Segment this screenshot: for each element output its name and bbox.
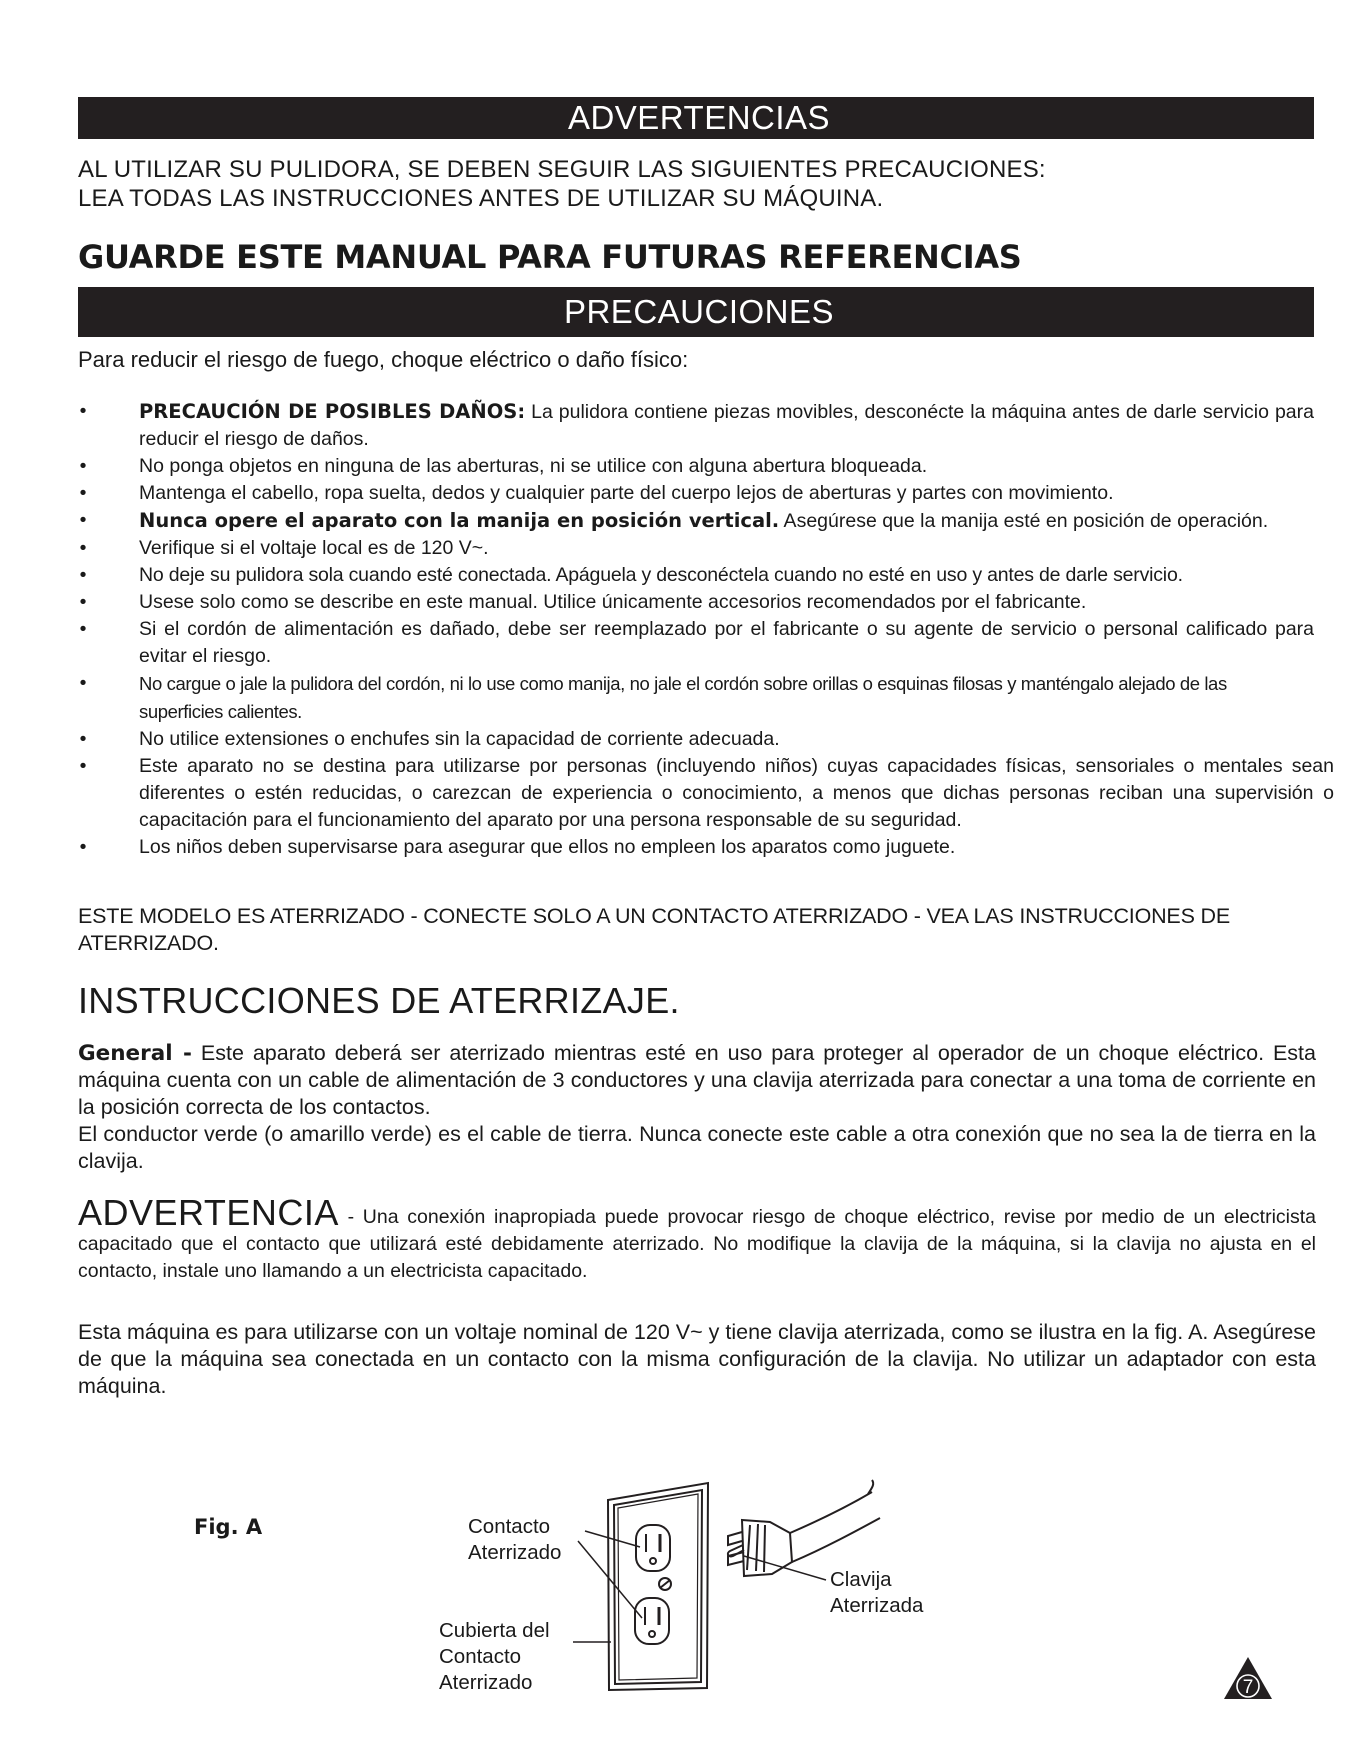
warning-title: ADVERTENCIA [78, 1192, 339, 1233]
figure-label: Fig. A [194, 1515, 263, 1539]
grounding-title: INSTRUCCIONES DE ATERRIZAJE. [78, 980, 680, 1021]
precaution-text: No deje su pulidora sola cuando esté conectada. Apáguela y desconéctela cuando no esté en uso y antes de darle servicio. [139, 564, 1183, 586]
precaution-text: No ponga objetos en ninguna de las aberturas, ni se utilice con alguna abertura bloqueada. [139, 455, 928, 477]
page-number: 7 [1242, 1677, 1254, 1698]
plug-icon [728, 1480, 880, 1576]
bullet: • [79, 455, 87, 477]
plug-label-line-2: Aterrizada [830, 1594, 924, 1617]
precaution-text: Usese solo como se describe en este manual. Utilice únicamente accesorios recomendados por el fabricante. [139, 591, 1087, 613]
page-number-badge [1224, 1657, 1272, 1699]
precaution-text: No cargue o jale la pulidora del cordón, ni lo use como manija, no jale el cordón sobre orillas o esquinas filosas y manténgalo alejado de las superficies calientes. [139, 673, 1227, 722]
general-label: General - [78, 1041, 192, 1066]
bullet: • [79, 591, 87, 613]
cover-label-line-3: Aterrizado [439, 1671, 533, 1694]
precaution-text: Mantenga el cabello, ropa suelta, dedos y cualquier parte del cuerpo lejos de aberturas y partes con movimiento. [139, 482, 1114, 504]
bullet: • [79, 509, 87, 531]
precaution-text: Asegúrese que la manija esté en posición de operación. [779, 510, 1269, 532]
precaution-text: La pulidora contiene piezas movibles, desconécte la máquina antes de darle servicio para reducir el riesgo de daños. [139, 401, 1314, 450]
bullet: • [79, 672, 87, 694]
precaution-text: Verifique si el voltaje local es de 120 V~. [139, 537, 489, 559]
intro-line-1: AL UTILIZAR SU PULIDORA, SE DEBEN SEGUIR LAS SIGUIENTES PRECAUCIONES: [78, 156, 1046, 183]
outlet-label-line-1: Contacto [468, 1515, 551, 1538]
bullet: • [79, 618, 87, 640]
grounded-model-notice: ESTE MODELO ES ATERRIZADO - CONECTE SOLO A UN CONTACTO ATERRIZADO - VEA LAS INSTRUCCIONES DE ATERRIZADO. [78, 904, 1230, 955]
precaution-text: Los niños deben supervisarse para asegurar que ellos no empleen los aparatos como juguete. [139, 836, 956, 858]
bullet: • [79, 537, 87, 559]
nominal-voltage-text: Esta máquina es para utilizarse con un voltaje nominal de 120 V~ y tiene clavija aterrizada, como se ilustra en la fig. A. Asegúrese de que la máquina sea conectada en un contacto con la misma configuración de la clavija. No utilizar un adaptador con esta máquina. [78, 1320, 1316, 1398]
outlet-label-line-2: Aterrizado [468, 1541, 562, 1564]
bullet: • [79, 482, 87, 504]
warnings-header: ADVERTENCIAS [567, 99, 831, 136]
bullet: • [79, 755, 87, 777]
bullet: • [79, 400, 87, 422]
bullet: • [79, 728, 87, 750]
bullet: • [79, 836, 87, 858]
intro-line-2: LEA TODAS LAS INSTRUCCIONES ANTES DE UTILIZAR SU MÁQUINA. [78, 185, 884, 212]
bullet: • [79, 564, 87, 586]
plug-label-line-1: Clavija [830, 1568, 892, 1591]
cover-label-line-1: Cubierta del [439, 1619, 550, 1642]
general-text: Este aparato deberá ser aterrizado mientras esté en uso para proteger al operador de un choque eléctrico. Esta máquina cuenta con un cable de alimentación de 3 conductores y una clavija aterrizada para conectar a una toma de corriente en la posición correcta de los contactos. [78, 1041, 1316, 1119]
save-manual-heading: GUARDE ESTE MANUAL PARA FUTURAS REFERENCIAS [78, 238, 1022, 276]
general-text-2: El conductor verde (o amarillo verde) es el cable de tierra. Nunca conecte este cable a otra conexión que no sea la de tierra en la clavija. [78, 1122, 1316, 1173]
precaution-bold: Nunca opere el aparato con la manija en posición vertical. [139, 509, 780, 532]
precautions-header: PRECAUCIONES [563, 293, 835, 330]
precaution-text: Este aparato no se destina para utilizarse por personas (incluyendo niños) cuyas capacidades físicas, sensoriales o mentales sean diferentes o estén reducidas, o carezcan de experiencia o conocimiento, a menos que dichas personas reciban una supervisión o capacitación para el funcionamiento del aparato por una persona responsable de su seguridad. [139, 755, 1334, 831]
precaution-text: No utilice extensiones o enchufes sin la capacidad de corriente adecuada. [139, 728, 780, 750]
precaution-bold: PRECAUCIÓN DE POSIBLES DAÑOS: [139, 400, 526, 423]
precaution-text: Si el cordón de alimentación es dañado, debe ser reemplazado por el fabricante o su agente de servicio o personal calificado para evitar el riesgo. [139, 618, 1314, 667]
precautions-lead: Para reducir el riesgo de fuego, choque eléctrico o daño físico: [78, 347, 689, 372]
outlet-plate-icon [608, 1483, 708, 1690]
cover-label-line-2: Contacto [439, 1645, 522, 1668]
warning-text: - Una conexión inapropiada puede provocar riesgo de choque eléctrico, revise por medio de un electricista capacitado que el contacto que utilizará esté debidamente aterrizado. No modifique la clavija de la máquina, si la clavija no ajusta en el contacto, instale uno llamando a un electricista capacitado. [78, 1206, 1316, 1282]
